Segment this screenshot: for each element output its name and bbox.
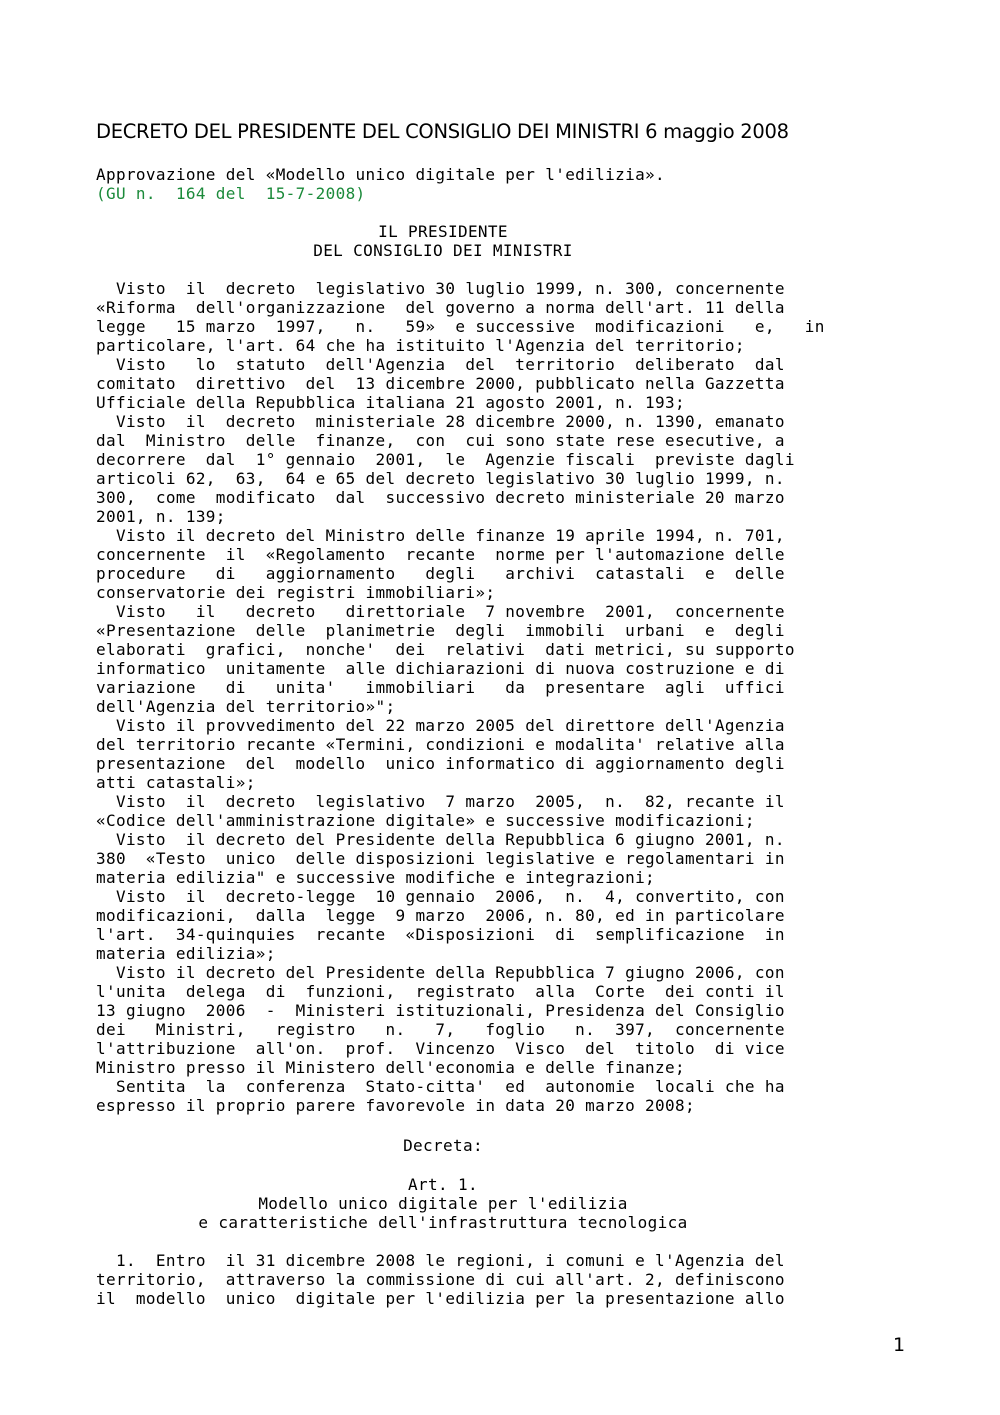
decree-title: DECRETO DEL PRESIDENTE DEL CONSIGLIO DEI MINISTRI 6 maggio 2008 [96, 120, 789, 143]
text-line: l'attribuzione all'on. prof. Vincenzo Visco del titolo di vice [96, 1039, 785, 1058]
preamble-text [96, 279, 825, 1115]
text-line: materia edilizia»; [96, 944, 276, 963]
article-number: Art. 1. [408, 1175, 478, 1194]
text-line: Ufficiale della Repubblica italiana 21 agosto 2001, n. 193; [96, 393, 685, 412]
text-line: del territorio recante «Termini, condizioni e modalita' relative alla [96, 735, 785, 754]
text-line: l'unita delega di funzioni, registrato alla Corte dei conti il [96, 982, 785, 1001]
text-line: Ministro presso il Ministero dell'economia e delle finanze; [96, 1058, 685, 1077]
page-number: 1 [893, 1334, 906, 1356]
text-line: Visto il provvedimento del 22 marzo 2005 del direttore dell'Agenzia [96, 716, 785, 735]
text-line: territorio, attraverso la commissione di cui all'art. 2, definiscono [96, 1270, 785, 1289]
article-title-line2: e caratteristiche dell'infrastruttura tecnologica [198, 1213, 688, 1232]
text-line: 380 «Testo unico delle disposizioni legislative e regolamentari in [96, 849, 785, 868]
text-line: 300, come modificato dal successivo decreto ministeriale 20 marzo [96, 488, 785, 507]
heading-president: IL PRESIDENTE [378, 222, 508, 241]
text-line: atti catastali»; [96, 773, 256, 792]
text-line: legge 15 marzo 1997, n. 59» e successive modificazioni e, in [96, 317, 825, 336]
text-line: dei Ministri, registro n. 7, foglio n. 397, concernente [96, 1020, 785, 1039]
text-line: procedure di aggiornamento degli archivi catastali e delle [96, 564, 785, 583]
text-line: comitato direttivo del 13 dicembre 2000, pubblicato nella Gazzetta [96, 374, 785, 393]
text-line: conservatorie dei registri immobiliari»; [96, 583, 496, 602]
text-line: modificazioni, dalla legge 9 marzo 2006, n. 80, ed in particolare [96, 906, 785, 925]
text-line: Visto il decreto del Ministro delle finanze 19 aprile 1994, n. 701, [96, 526, 785, 545]
text-line: Visto il decreto ministeriale 28 dicembre 2000, n. 1390, emanato [96, 412, 785, 431]
text-line: materia edilizia" e successive modifiche e integrazioni; [96, 868, 656, 887]
text-line: Visto lo statuto dell'Agenzia del territorio deliberato dal [96, 355, 785, 374]
text-line: Visto il decreto del Presidente della Repubblica 7 giugno 2006, con [96, 963, 785, 982]
text-line: 13 giugno 2006 - Ministeri istituzionali, Presidenza del Consiglio [96, 1001, 785, 1020]
text-line: variazione di unita' immobiliari da presentare agli uffici [96, 678, 785, 697]
article-text [96, 1251, 796, 1308]
text-line: particolare, l'art. 64 che ha istituito l'Agenzia del territorio; [96, 336, 745, 355]
text-line: elaborati grafici, nonche' dei relativi dati metrici, su supporto [96, 640, 795, 659]
text-line: il modello unico digitale per l'edilizia per la presentazione allo [96, 1289, 785, 1308]
text-line: decorrere dal 1° gennaio 2001, le Agenzie fiscali previste dagli [96, 450, 795, 469]
text-line: 2001, n. 139; [96, 507, 226, 526]
text-line: presentazione del modello unico informatico di aggiornamento degli [96, 754, 785, 773]
heading-council: DEL CONSIGLIO DEI MINISTRI [313, 241, 573, 260]
text-line: l'art. 34-quinquies recante «Disposizioni di semplificazione in [96, 925, 785, 944]
text-line: concernente il «Regolamento recante norme per l'automazione delle [96, 545, 785, 564]
text-line: dell'Agenzia del territorio»"; [96, 697, 396, 716]
text-line: Visto il decreto legislativo 30 luglio 1999, n. 300, concernente [96, 279, 785, 298]
text-line: articoli 62, 63, 64 e 65 del decreto legislativo 30 luglio 1999, n. [96, 469, 785, 488]
gazette-reference-link[interactable]: (GU n. 164 del 15-7-2008) [96, 184, 366, 203]
text-line: espresso il proprio parere favorevole in data 20 marzo 2008; [96, 1096, 695, 1115]
text-line: «Presentazione delle planimetrie degli immobili urbani e degli [96, 621, 785, 640]
text-line: informatico unitamente alle dichiarazioni di nuova costruzione e di [96, 659, 785, 678]
decree-subtitle: Approvazione del «Modello unico digitale per l'edilizia». [96, 165, 666, 184]
text-line: «Riforma dell'organizzazione del governo a norma dell'art. 11 della [96, 298, 785, 317]
text-line: dal Ministro delle finanze, con cui sono state rese esecutive, a [96, 431, 785, 450]
text-line: «Codice dell'amministrazione digitale» e successive modificazioni; [96, 811, 755, 830]
decreta-heading: Decreta: [403, 1136, 483, 1155]
text-line: 1. Entro il 31 dicembre 2008 le regioni, i comuni e l'Agenzia del [96, 1251, 785, 1270]
text-line: Sentita la conferenza Stato-citta' ed autonomie locali che ha [96, 1077, 785, 1096]
text-line: Visto il decreto del Presidente della Repubblica 6 giugno 2001, n. [96, 830, 785, 849]
text-line: Visto il decreto-legge 10 gennaio 2006, n. 4, convertito, con [96, 887, 785, 906]
text-line: Visto il decreto legislativo 7 marzo 2005, n. 82, recante il [96, 792, 785, 811]
article-title-line1: Modello unico digitale per l'edilizia [258, 1194, 628, 1213]
text-line: Visto il decreto direttoriale 7 novembre 2001, concernente [96, 602, 785, 621]
